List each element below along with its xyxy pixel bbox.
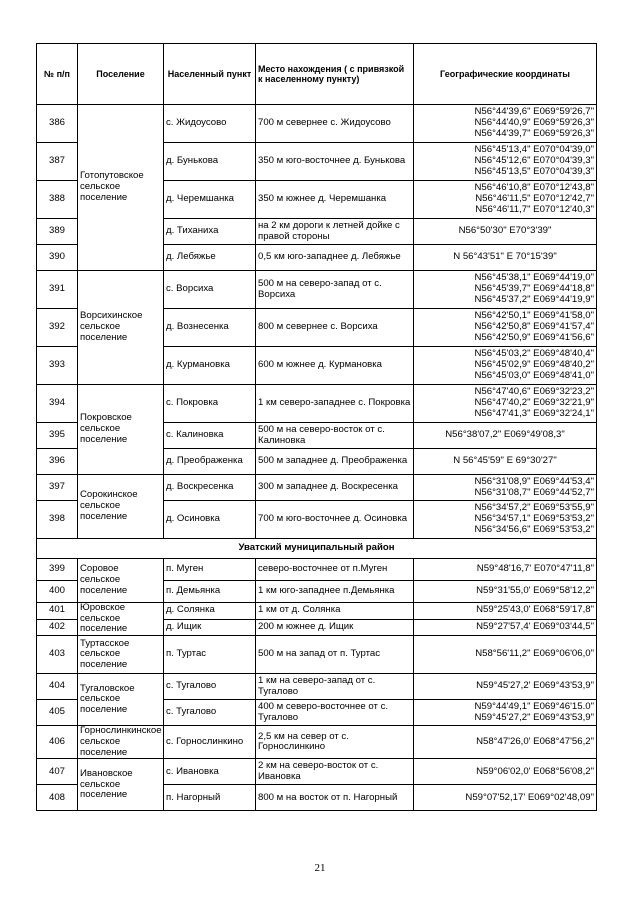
coordinate-line: N56°31'08,7" E069°44'52,7" (474, 486, 594, 498)
settlement-cell: Покровское сельское поселение (78, 385, 164, 475)
coords-cell (414, 674, 597, 700)
locality-cell: д. Бунькова (164, 143, 256, 181)
coordinate-line: N56°47'41,3" E069°32'24,1" (474, 407, 594, 419)
coordinate-line: N59°44'49,1" E069°46'15.0" (474, 700, 594, 712)
table-row (37, 636, 597, 674)
row-number: 402 (37, 619, 78, 636)
row-number: 398 (37, 501, 78, 539)
place-cell: 400 м северо-восточнее от с. Тугалово (256, 700, 414, 726)
coordinate-line: N58°56'11,2" E069°06'06,0" (475, 648, 594, 660)
row-number: 406 (37, 726, 78, 759)
row-number: 393 (37, 347, 78, 385)
header-place: Место нахождения ( с привязкой к населенному пункту) (256, 44, 414, 105)
coords-cell (414, 449, 597, 475)
coordinate-line: N56°44'39,6" E069°59'26,7" (474, 106, 594, 118)
coordinate-line: N56°42'50,9" E069°41'56,6" (474, 331, 594, 343)
coordinate-line: N56°34'57,1" E069°53'53,2" (474, 513, 594, 525)
place-cell: 200 м южнее д. Ищик (256, 619, 414, 636)
coords-cell (414, 245, 597, 271)
locality-cell: д. Воскресенка (164, 475, 256, 501)
place-cell: 700 м севернее с. Жидоусово (256, 105, 414, 143)
place-cell: 1 км северо-западнее с. Покровка (256, 385, 414, 423)
coords-cell (414, 759, 597, 785)
coordinate-line: N59°45'27,2' E069°43'53,9" (476, 680, 594, 692)
coordinate-line: N56°46'11,7" E070°12'40,3" (475, 203, 594, 215)
place-cell: 500 м западнее д. Преображенка (256, 449, 414, 475)
locality-cell: п. Туртас (164, 636, 256, 674)
coords-cell (414, 603, 597, 620)
settlement-cell: Ворсихинское сельское поселение (78, 271, 164, 385)
coordinate-line: N56°42'50,1" E069°41'58,0" (474, 310, 594, 322)
coordinate-line: N59°25'43,0' E068°59'17,8" (476, 604, 594, 616)
coords-cell (414, 385, 597, 423)
header-coords: Географические координаты (414, 44, 597, 105)
coords-cell (414, 105, 597, 143)
locality-cell: с. Покровка (164, 385, 256, 423)
coordinate-line: N56°45'03,2" E069°48'40,4" (474, 348, 594, 360)
settlement-cell: Туртасское сельское поселение (78, 636, 164, 674)
locality-cell: д. Солянка (164, 603, 256, 620)
header-num: № п/п (37, 44, 78, 105)
table-row (37, 475, 597, 501)
coordinate-line: N56°45'13,4" E070°04'39,0" (474, 144, 594, 156)
coords-cell (414, 559, 597, 581)
table-row (37, 674, 597, 700)
coordinate-line: N56°45'37,2" E069°44'19,9" (474, 293, 594, 305)
locality-cell: д. Черемшанка (164, 181, 256, 219)
coords-cell (414, 219, 597, 245)
coords-cell (414, 785, 597, 811)
coords-cell (414, 181, 597, 219)
coordinate-line: N56°31'08,9" E069°44'53,4" (474, 475, 594, 487)
coords-cell (414, 726, 597, 759)
coordinate-line: N56°34'56,6" E069°53'53,2" (474, 523, 594, 535)
locality-cell: д. Вознесенка (164, 309, 256, 347)
locality-cell: с. Тугалово (164, 674, 256, 700)
row-number: 405 (37, 700, 78, 726)
row-number: 390 (37, 245, 78, 271)
locality-cell: с. Горнослинкино (164, 726, 256, 759)
table-row (37, 105, 597, 143)
row-number: 401 (37, 603, 78, 620)
row-number: 407 (37, 759, 78, 785)
coordinate-line: N59°31'55,0' E069°58'12,2" (476, 585, 594, 597)
locality-cell: с. Жидоусово (164, 105, 256, 143)
coords-cell (414, 475, 597, 501)
place-cell: 350 м юго-восточнее д. Бунькова (256, 143, 414, 181)
coordinate-line: N56°47'40,2" E069°32'21,9" (474, 397, 594, 409)
coordinate-line: N56°44'40,9" E069°59'26,3" (474, 117, 594, 129)
locality-cell: д. Ищик (164, 619, 256, 636)
locality-cell: д. Осиновка (164, 501, 256, 539)
locality-cell: с. Ворсиха (164, 271, 256, 309)
coordinate-line: N56°45'38,1" E069°44'19,0" (474, 272, 594, 284)
coords-cell (414, 347, 597, 385)
place-cell: северо-восточнее от п.Муген (256, 559, 414, 581)
locality-cell: д. Курмановка (164, 347, 256, 385)
coords-cell (414, 501, 597, 539)
coordinate-line: N56°38'07,2" E069°49'08,3" (445, 429, 565, 441)
settlement-cell: Тугаловское сельское поселение (78, 674, 164, 726)
header-locality: Населенный пункт (164, 44, 256, 105)
place-cell: 350 м южнее д. Черемшанка (256, 181, 414, 219)
place-cell: 2,5 км на север от с. Горнослинкино (256, 726, 414, 759)
coords-cell (414, 423, 597, 449)
locality-cell: п. Демьянка (164, 581, 256, 603)
settlement-cell: Соровое сельское поселение (78, 559, 164, 603)
row-number: 400 (37, 581, 78, 603)
place-cell: 500 м на северо-запад от с. Ворсиха (256, 271, 414, 309)
place-cell: 700 м юго-восточнее д. Осиновка (256, 501, 414, 539)
monuments-table (36, 43, 597, 811)
coords-cell (414, 619, 597, 636)
coords-cell (414, 700, 597, 726)
row-number: 408 (37, 785, 78, 811)
coordinate-line: N59°48'16,7' E070°47'11,8" (476, 563, 594, 575)
place-cell: 0,5 км юго-западнее д. Лебяжье (256, 245, 414, 271)
place-cell: 800 м на восток от п. Нагорный (256, 785, 414, 811)
locality-cell: п. Нагорный (164, 785, 256, 811)
coords-cell (414, 143, 597, 181)
place-cell: 300 м западнее д. Воскресенка (256, 475, 414, 501)
row-number: 403 (37, 636, 78, 674)
coords-cell (414, 271, 597, 309)
place-cell: 2 км на северо-восток от с. Ивановка (256, 759, 414, 785)
locality-cell: с. Ивановка (164, 759, 256, 785)
row-number: 394 (37, 385, 78, 423)
settlement-cell: Сорокинское сельское поселение (78, 475, 164, 539)
coordinate-line: N56°46'11,5" E070°12'42,7" (475, 193, 594, 205)
row-number: 392 (37, 309, 78, 347)
coords-cell (414, 636, 597, 674)
coordinate-line: N56°45'12,6" E070°04'39,3" (474, 155, 594, 167)
locality-cell: с. Калиновка (164, 423, 256, 449)
settlement-cell: Ивановское сельское поселение (78, 759, 164, 811)
header-row (37, 44, 597, 105)
place-cell: на 2 км дороги к летней дойке с правой стороны (256, 219, 414, 245)
coords-cell (414, 309, 597, 347)
table-row (37, 271, 597, 309)
coordinate-line: N59°07'52,17' E069°02'48,09" (465, 791, 594, 803)
settlement-cell: Юровское сельское поселение (78, 603, 164, 636)
place-cell: 1 км юго-западнее п.Демьянка (256, 581, 414, 603)
page-number: 21 (314, 862, 326, 874)
coordinate-line: N56°45'02,9" E069°48'40,2" (474, 359, 594, 371)
place-cell: 1 км на северо-запад от с. Тугалово (256, 674, 414, 700)
table-row (37, 559, 597, 581)
coordinate-line: N58°47'26,0' E068°47'56,2" (476, 735, 594, 747)
coordinate-line: N56°42'50,8" E069°41'57,4" (474, 321, 594, 333)
table-row (37, 603, 597, 620)
place-cell: 800 м севернее с. Ворсиха (256, 309, 414, 347)
locality-cell: с. Тугалово (164, 700, 256, 726)
locality-cell: д. Преображенка (164, 449, 256, 475)
header-settlement: Поселение (78, 44, 164, 105)
coordinate-line: N56°50'30" E70°3'39" (458, 225, 552, 237)
region-row (37, 539, 597, 559)
row-number: 396 (37, 449, 78, 475)
settlement-cell: Горнослинкинское сельское поселение (78, 726, 164, 759)
row-number: 397 (37, 475, 78, 501)
coordinate-line: N59°06'02,0' E068°56'08,2" (476, 765, 594, 777)
locality-cell: п. Муген (164, 559, 256, 581)
coordinate-line: N56°47'40,6" E069°32'23,2" (474, 386, 594, 398)
row-number: 388 (37, 181, 78, 219)
table-row (37, 385, 597, 423)
coordinate-line: N56°46'10,8" E070°12'43,8" (474, 182, 594, 194)
settlement-cell: Готопутовское сельское поселение (78, 105, 164, 271)
row-number: 387 (37, 143, 78, 181)
coordinate-line: N 56°43'51" E 70°15'39" (453, 251, 557, 263)
row-number: 395 (37, 423, 78, 449)
place-cell: 600 м южнее д. Курмановка (256, 347, 414, 385)
coordinate-line: N59°45'27,2" E069°43'53,9" (474, 711, 594, 723)
place-cell: 1 км от д. Солянка (256, 603, 414, 620)
place-cell: 500 м на северо-восток от с. Калиновка (256, 423, 414, 449)
coordinate-line: N59°27'57,4' E069°03'44,5" (476, 621, 594, 633)
table-row (37, 726, 597, 759)
locality-cell: д. Тиханиха (164, 219, 256, 245)
place-cell: 500 м на запад от п. Туртас (256, 636, 414, 674)
row-number: 399 (37, 559, 78, 581)
coordinate-line: N56°45'03,0" E069°48'41,0" (474, 369, 594, 381)
row-number: 391 (37, 271, 78, 309)
table-row (37, 759, 597, 785)
coordinate-line: N 56°45'59" E 69°30'27" (453, 455, 557, 467)
row-number: 386 (37, 105, 78, 143)
coordinate-line: N56°45'13,5" E070°04'39,3" (474, 165, 594, 177)
coordinate-line: N56°45'39,7" E069°44'18,8" (474, 283, 594, 295)
coordinate-line: N56°34'57,2" E069°53'55,9" (474, 502, 594, 514)
locality-cell: д. Лебяжье (164, 245, 256, 271)
coordinate-line: N56°44'39,7" E069°59'26,3" (474, 127, 594, 139)
row-number: 389 (37, 219, 78, 245)
coords-cell (414, 581, 597, 603)
row-number: 404 (37, 674, 78, 700)
region-heading: Уватский муниципальный район (37, 539, 597, 559)
